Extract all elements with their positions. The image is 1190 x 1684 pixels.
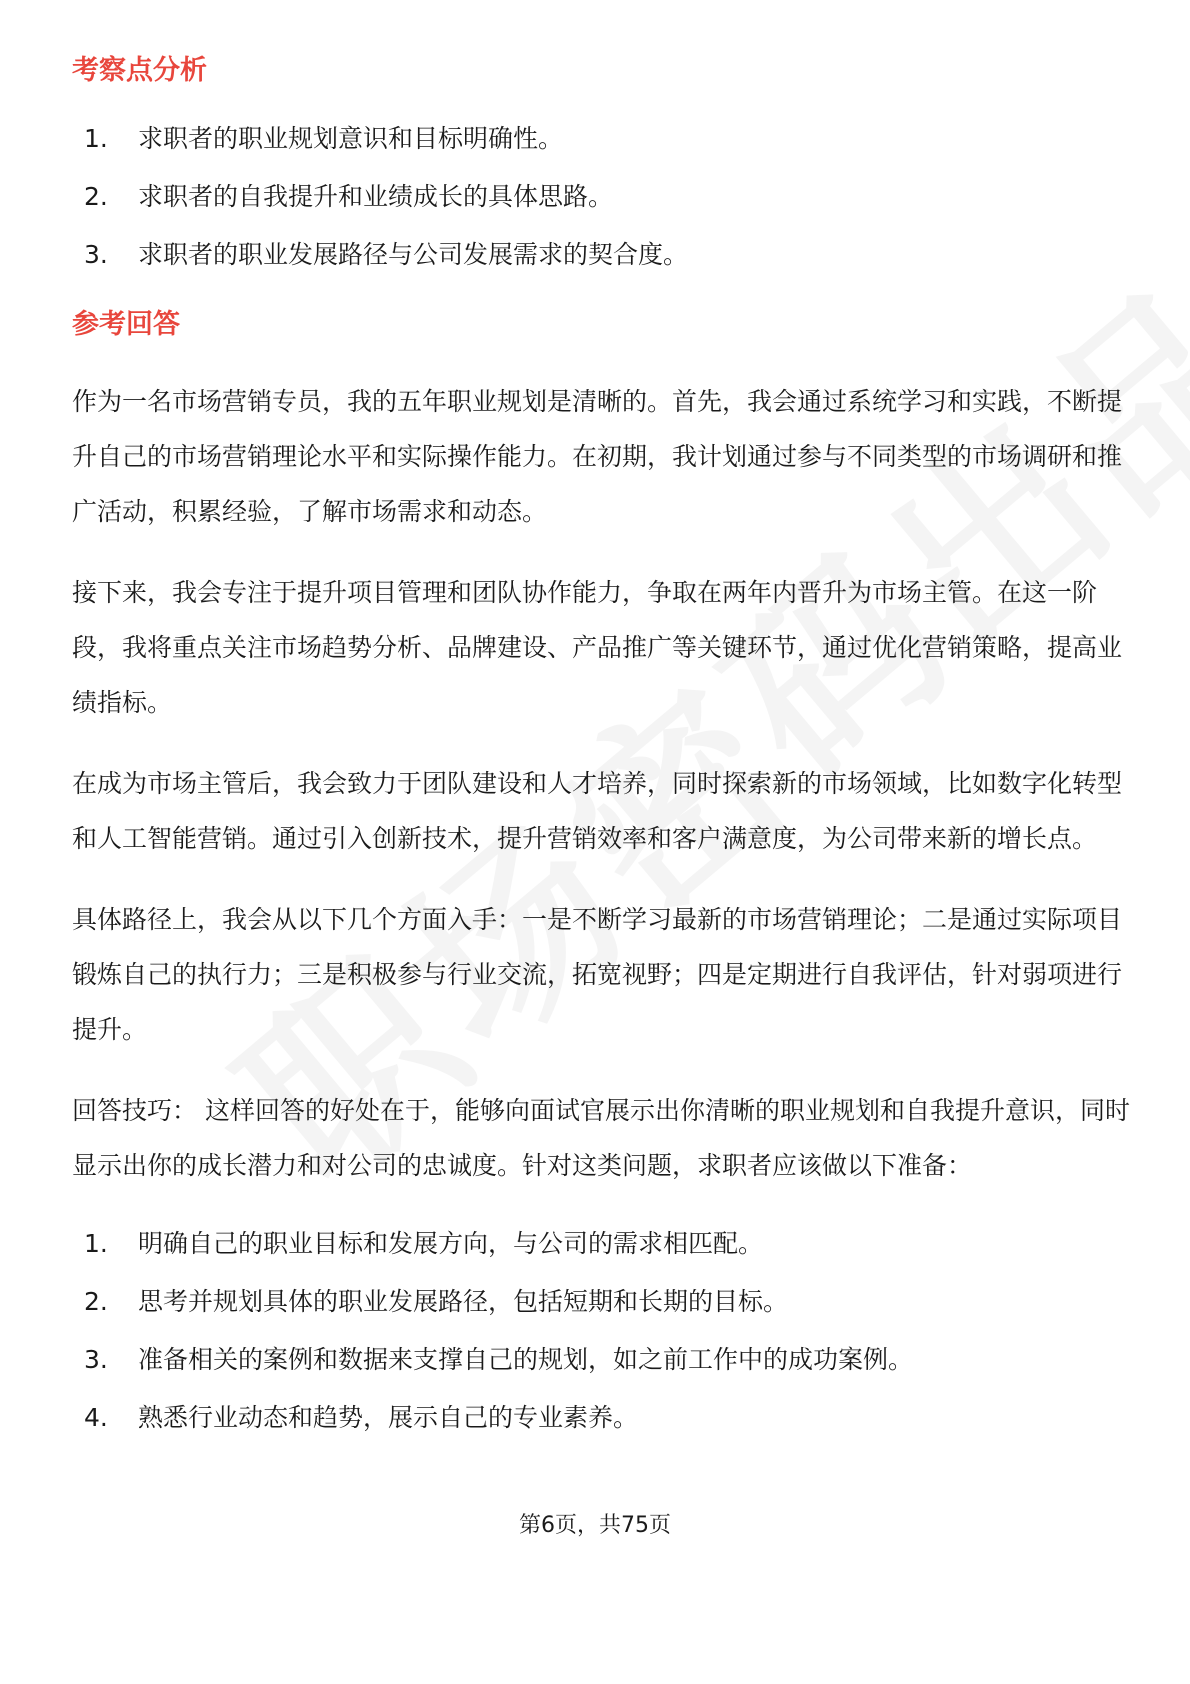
list-item: 4. 熟悉行业动态和趋势，展示自己的专业素养。 [72, 1389, 1132, 1447]
list-item-text: 求职者的职业发展路径与公司发展需求的契合度。 [138, 240, 689, 269]
content-area [72, 44, 1132, 1447]
section-title-reference-answer: 参考回答 [72, 309, 180, 340]
list-item-text: 求职者的自我提升和业绩成长的具体思路。 [138, 182, 614, 211]
paragraph-answer-tips: 回答技巧： 这样回答的好处在于，能够向面试官展示出你清晰的职业规划和自我提升意识，同时显示出你的成长潜力和对公司的忠诚度。针对这类问题，求职者应该做以下准备： [72, 1096, 1130, 1180]
paragraph: 在成为市场主管后，我会致力于团队建设和人才培养，同时探索新的市场领域，比如数字化转型和人工智能营销。通过引入创新技术，提升营销效率和客户满意度，为公司带来新的增长点。 [72, 769, 1123, 853]
list-item: 3. 求职者的职业发展路径与公司发展需求的契合度。 [72, 226, 1132, 284]
page-number: 第6页，共75页 [519, 1513, 671, 1538]
list-item: 1. 求职者的职业规划意识和目标明确性。 [72, 110, 1132, 168]
tips-list [72, 1215, 1132, 1447]
analysis-list [72, 110, 1132, 284]
list-item-text: 准备相关的案例和数据来支撑自己的规划，如之前工作中的成功案例。 [138, 1345, 914, 1374]
list-item: 2. 求职者的自我提升和业绩成长的具体思路。 [72, 168, 1132, 226]
list-item-text: 明确自己的职业目标和发展方向，与公司的需求相匹配。 [138, 1229, 764, 1258]
paragraph: 接下来，我会专注于提升项目管理和团队协作能力，争取在两年内晋升为市场主管。在这一阶段，我将重点关注市场趋势分析、品牌建设、产品推广等关键环节，通过优化营销策略，提高业绩指标。 [72, 578, 1123, 717]
list-item-text: 求职者的职业规划意识和目标明确性。 [138, 124, 564, 153]
list-item-text: 熟悉行业动态和趋势，展示自己的专业素养。 [138, 1403, 639, 1432]
list-item: 1. 明确自己的职业目标和发展方向，与公司的需求相匹配。 [72, 1215, 1132, 1273]
list-item: 3. 准备相关的案例和数据来支撑自己的规划，如之前工作中的成功案例。 [72, 1331, 1132, 1389]
paragraph: 作为一名市场营销专员，我的五年职业规划是清晰的。首先，我会通过系统学习和实践，不断提升自己的市场营销理论水平和实际操作能力。在初期，我计划通过参与不同类型的市场调研和推广活动，积累经验，了解市场需求和动态。 [72, 387, 1123, 526]
list-item-text: 思考并规划具体的职业发展路径，包括短期和长期的目标。 [138, 1287, 789, 1316]
paragraph: 具体路径上，我会从以下几个方面入手：一是不断学习最新的市场营销理论；二是通过实际项目锻炼自己的执行力；三是积极参与行业交流，拓宽视野；四是定期进行自我评估，针对弱项进行提升。 [72, 905, 1123, 1044]
section-title-analysis: 考察点分析 [72, 55, 207, 86]
list-item: 2. 思考并规划具体的职业发展路径，包括短期和长期的目标。 [72, 1273, 1132, 1331]
